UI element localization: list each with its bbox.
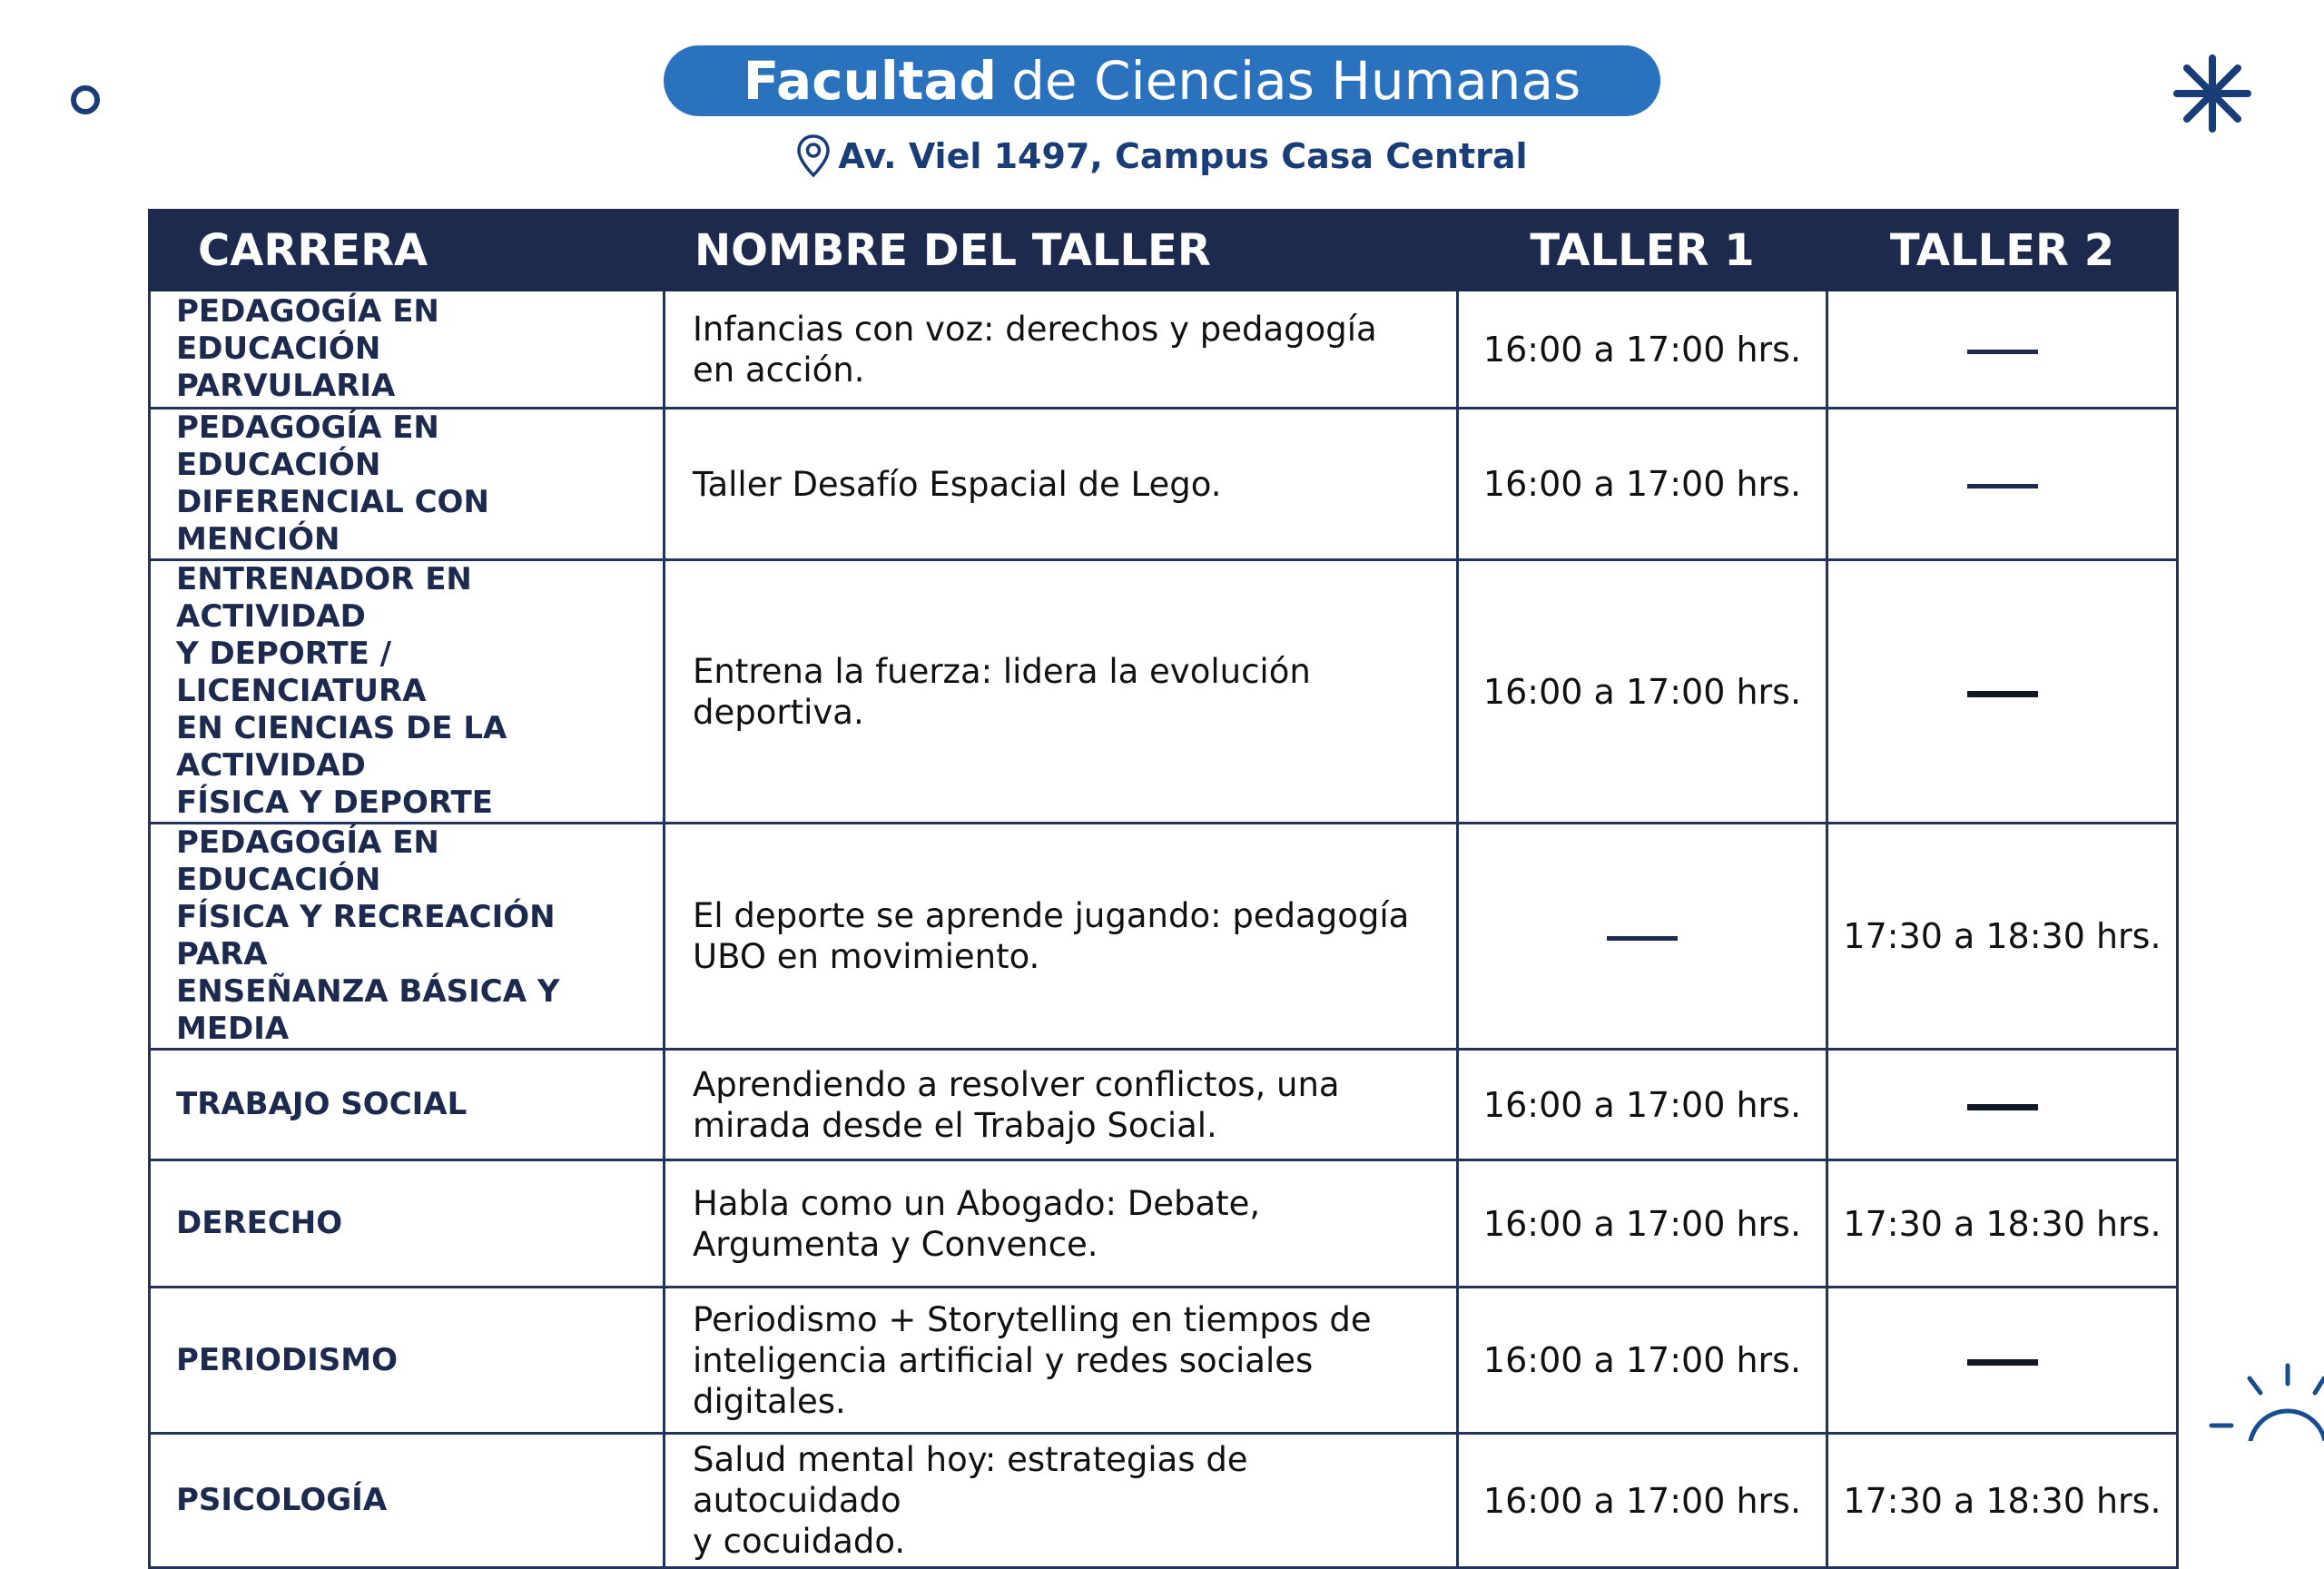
career-cell [150,291,665,409]
column-header-taller1: TALLER 1 [1458,211,1827,291]
table-row [150,1288,2178,1434]
workshop-name-cell [665,409,1458,560]
cell-text-line: DIFERENCIAL CON MENCIÓN [176,484,489,558]
cell-text-line: Argumenta y Convence. [693,1224,1098,1264]
cell-text-line: inteligencia artificial y redes sociales digitales. [693,1340,1314,1421]
cell-text-line: PEDAGOGÍA EN EDUCACIÓN [176,410,439,483]
cell-text-line: Periodismo + Storytelling en tiempos de [693,1299,1372,1339]
dash-icon [1607,936,1678,941]
cell-text-line: El deporte se aprende jugando: pedagogía [693,896,1410,935]
career-cell [150,1434,665,1568]
table-body [150,291,2178,1568]
taller1-time: 16:00 a 17:00 hrs. [1458,1050,1827,1160]
table-row [150,560,2178,824]
cell-text-line: ENSEÑANZA BÁSICA Y MEDIA [176,973,560,1047]
column-header-taller2: TALLER 2 [1827,211,2178,291]
cell-text-line: PEDAGOGÍA EN EDUCACIÓN [176,824,439,898]
workshop-name-cell [665,1288,1458,1434]
taller1-time: 16:00 a 17:00 hrs. [1458,1434,1827,1568]
cell-text-line: en acción. [693,350,865,390]
table-row [150,409,2178,560]
address-line [0,131,2324,182]
career-cell [150,824,665,1050]
workshop-name-cell [665,824,1458,1050]
dash-icon [1967,350,2038,354]
taller1-time: 16:00 a 17:00 hrs. [1458,291,1827,409]
career-cell [150,1160,665,1288]
cell-text-line: mirada desde el Trabajo Social. [693,1105,1217,1145]
taller1-time: 16:00 a 17:00 hrs. [1458,1160,1827,1288]
map-pin-icon [796,133,831,179]
workshop-name-cell [665,560,1458,824]
cell-text-line: y cocuidado. [693,1522,906,1561]
table-row [150,824,2178,1050]
taller2-time: 17:30 a 18:30 hrs. [1827,1160,2178,1288]
sun-icon [2206,1358,2324,1441]
cell-text-line: PERIODISMO [176,1341,398,1378]
cell-text-line: Aprendiendo a resolver conflictos, una [693,1064,1340,1104]
taller2-empty [1827,409,2178,560]
table-header-row [150,211,2178,291]
cell-text-line: ENTRENADOR EN ACTIVIDAD [176,561,472,635]
career-cell [150,1050,665,1160]
taller2-time: 17:30 a 18:30 hrs. [1827,1434,2178,1568]
cell-text-line: PEDAGOGÍA EN EDUCACIÓN [176,293,439,367]
cell-text-line: EN CIENCIAS DE LA ACTIVIDAD [176,710,507,784]
cell-text-line: DERECHO [176,1205,343,1241]
taller2-time: 17:30 a 18:30 hrs. [1827,824,2178,1050]
taller1-time: 16:00 a 17:00 hrs. [1458,560,1827,824]
taller2-empty [1827,1288,2178,1434]
cell-text-line: FÍSICA Y DEPORTE [176,784,493,821]
workshop-name-cell [665,1160,1458,1288]
cell-text-line: Salud mental hoy: estrategias de autocuidado [693,1440,1248,1520]
taller1-empty [1458,824,1827,1050]
table-row [150,1160,2178,1288]
taller2-empty [1827,560,2178,824]
column-header-workshop: NOMBRE DEL TALLER [665,211,1458,291]
taller2-empty [1827,1050,2178,1160]
workshop-name-cell [665,1050,1458,1160]
cell-text-line: Habla como un Abogado: Debate, [693,1183,1261,1223]
cell-text-line: UBO en movimiento. [693,937,1040,976]
page-title [664,45,1660,116]
circle-outline-icon [71,85,100,114]
career-cell [150,1288,665,1434]
taller1-time: 16:00 a 17:00 hrs. [1458,409,1827,560]
column-header-career: CARRERA [150,211,665,291]
dash-icon [1967,484,2038,488]
career-cell [150,560,665,824]
taller1-time: 16:00 a 17:00 hrs. [1458,1288,1827,1434]
cell-text-line: Taller Desafío Espacial de Lego. [693,464,1222,504]
career-cell [150,409,665,560]
cell-text-line: PSICOLOGÍA [176,1482,388,1518]
dash-icon [1967,1359,2038,1366]
title-rest: de Ciencias Humanas [1011,50,1581,112]
asterisk-icon [2171,53,2253,134]
taller2-empty [1827,291,2178,409]
address-text: Av. Viel 1497, Campus Casa Central [838,136,1528,176]
cell-text-line: FÍSICA Y RECREACIÓN PARA [176,899,556,972]
workshop-name-cell [665,1434,1458,1568]
cell-text-line: TRABAJO SOCIAL [176,1086,468,1122]
table-row [150,1050,2178,1160]
dash-icon [1967,691,2038,697]
table-row [150,291,2178,409]
cell-text-line: PARVULARIA [176,368,396,404]
table-row [150,1434,2178,1568]
cell-text-line: Y DEPORTE / LICENCIATURA [176,636,427,709]
cell-text-line: Infancias con voz: derechos y pedagogía [693,309,1377,349]
workshop-schedule-table [148,209,2179,1569]
workshop-name-cell [665,291,1458,409]
dash-icon [1967,1104,2038,1110]
cell-text-line: Entrena la fuerza: lidera la evolución deportiva. [693,651,1311,732]
title-bold: Facultad [743,50,998,112]
